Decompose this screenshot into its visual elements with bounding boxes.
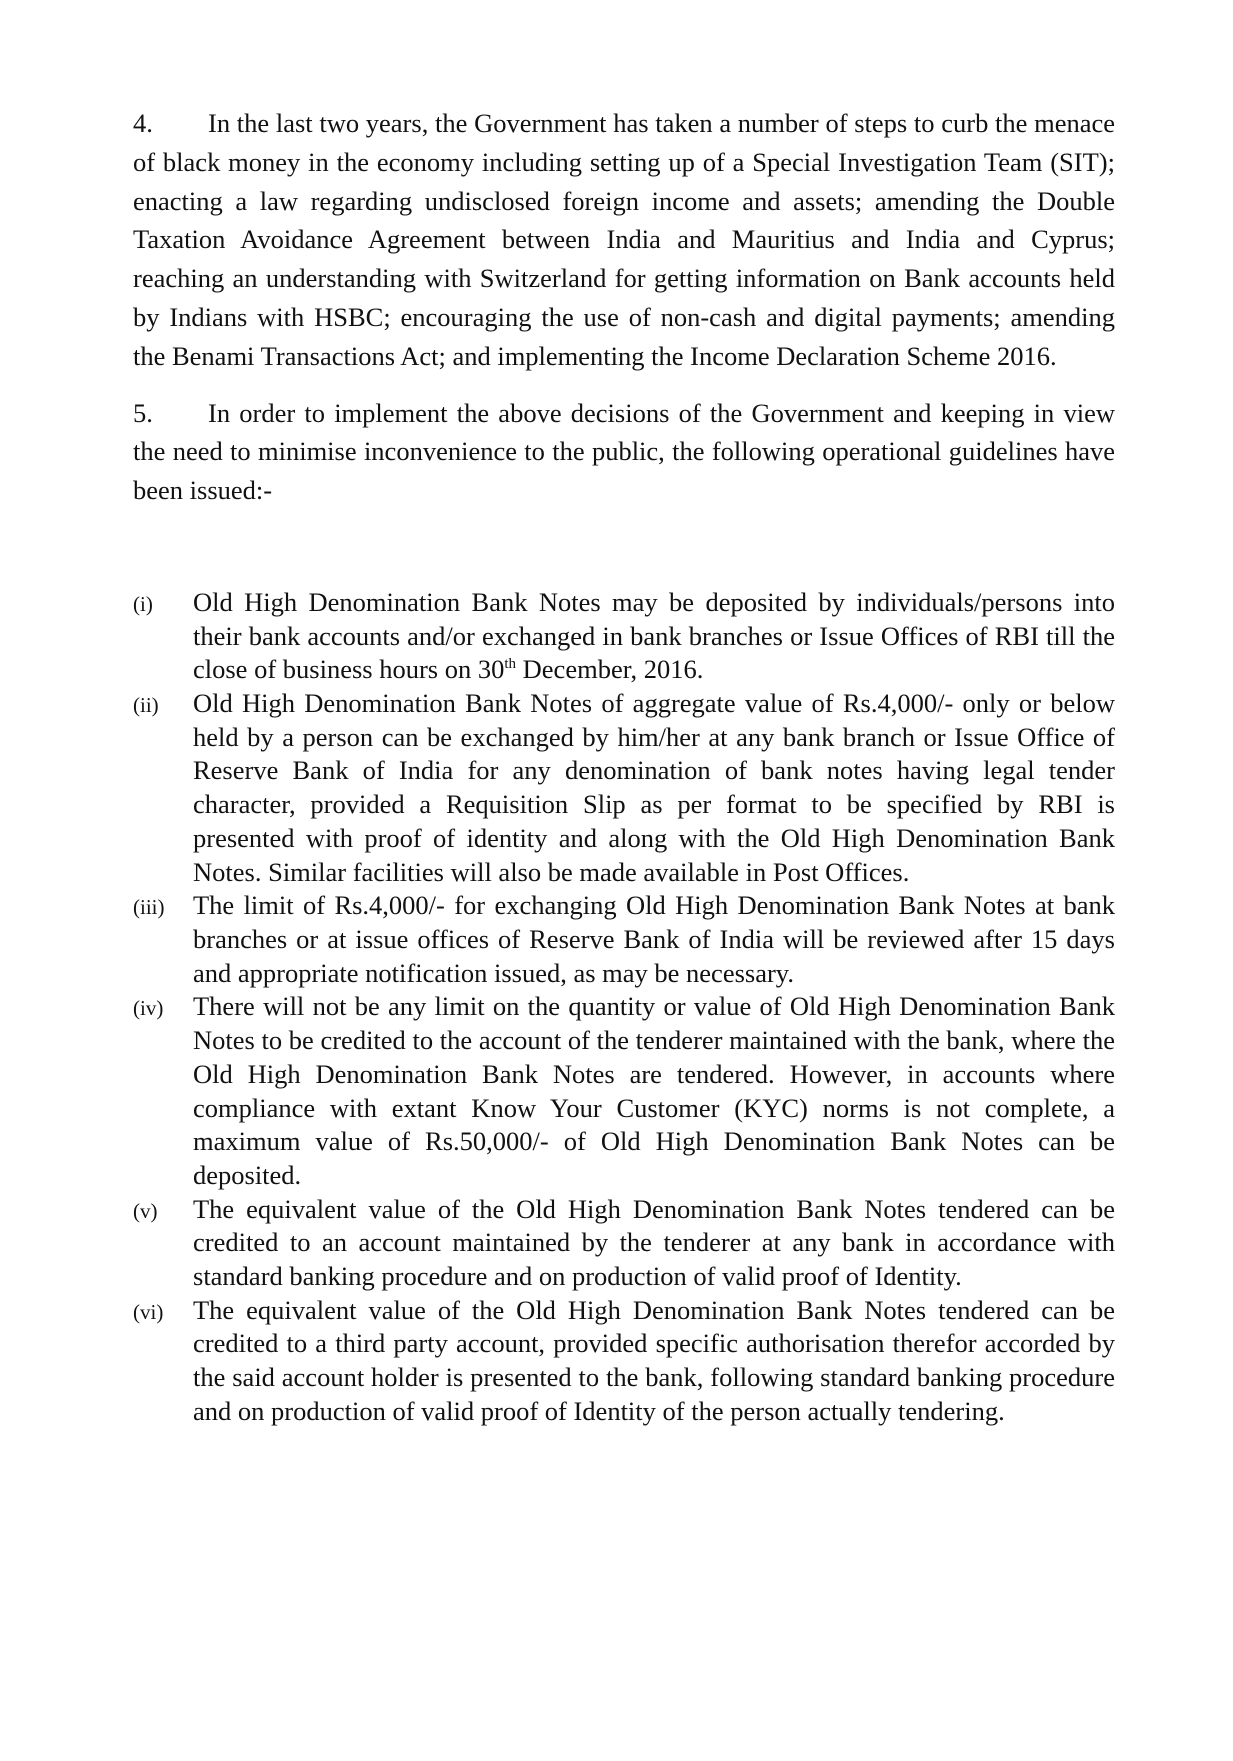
guideline-item: [133, 687, 1115, 889]
document-page: [133, 104, 1115, 1429]
guideline-text: [193, 586, 1115, 687]
guideline-text: The limit of Rs.4,000/- for exchanging Old High Denomination Bank Notes at bank branches or at issue offices of Reserve Bank of India will be reviewed after 15 days and appropriate notification issued, as may be necessary.: [193, 890, 1115, 988]
guideline-item: [133, 586, 1115, 687]
paragraph-5: [133, 394, 1115, 510]
guideline-text: The equivalent value of the Old High Denomination Bank Notes tendered can be credited to an account maintained by the tenderer at any bank in accordance with standard banking procedure and on production of valid proof of Identity.: [193, 1193, 1115, 1292]
guideline-item: [133, 1294, 1115, 1429]
guideline-number: (iv): [133, 996, 164, 1021]
guideline-text-part: Old High Denomination Bank Notes may be deposited by individuals/persons into their bank accounts and/or exchanged in bank branches or Issue Offices of RBI till the close of business hours on 30: [193, 586, 1115, 685]
ordinal-suffix: th: [504, 656, 517, 673]
guidelines-list: [133, 586, 1115, 1429]
paragraph-text: In the last two years, the Government has taken a number of steps to curb the menace of black money in the economy including setting up of a Special Investigation Team (SIT); enacting a law regarding undisclosed foreign income and assets; amending the Double Taxation Avoidance Agreement between India and Mauritius and India and Cyprus; reaching an understanding with Switzerland for getting information on Bank accounts held by Indians with HSBC; encouraging the use of non-cash and digital payments; amending the Benami Transactions Act; and implementing the Income Declaration Scheme 2016.: [133, 108, 1115, 371]
guideline-number: (iii): [133, 895, 165, 920]
guideline-number: (vi): [133, 1299, 164, 1324]
paragraph-text: In order to implement the above decisions of the Government and keeping in view the need to minimise inconvenience to the public, the following operational guidelines have been issued:-: [133, 397, 1115, 506]
guideline-text: Old High Denomination Bank Notes of aggregate value of Rs.4,000/- only or below held by a person can be exchanged by him/her at any bank branch or Issue Office of Reserve Bank of India for any denomination of bank notes having legal tender character, provided a Requisition Slip as per format to be specified by RBI is presented with proof of identity and along with the Old High Denomination Bank Notes. Similar facilities will also be made available in Post Offices.: [193, 688, 1115, 887]
guideline-item: [133, 889, 1115, 990]
guideline-text-part: December, 2016.: [516, 654, 704, 685]
paragraph-4: [133, 104, 1115, 376]
guideline-number: (v): [133, 1198, 158, 1223]
guideline-text: There will not be any limit on the quantity or value of Old High Denomination Bank Notes to be credited to the account of the tenderer maintained with the bank, where the Old High Denomination Bank Notes are tendered. However, in accounts where compliance with extant Know Your Customer (KYC) norms is not complete, a maximum value of Rs.50,000/- of Old High Denomination Bank Notes can be deposited.: [193, 991, 1115, 1190]
paragraph-number: 5.: [133, 397, 153, 428]
guideline-number: (ii): [133, 693, 159, 718]
guideline-number: (i): [133, 591, 153, 616]
guideline-item: [133, 990, 1115, 1192]
paragraph-number: 4.: [133, 108, 153, 138]
guideline-text: The equivalent value of the Old High Denomination Bank Notes tendered can be credited to a third party account, provided specific authorisation therefor accorded by the said account holder is presented to the bank, following standard banking procedure and on production of valid proof of Identity of the person actually tendering.: [193, 1294, 1115, 1426]
guideline-item: [133, 1193, 1115, 1294]
